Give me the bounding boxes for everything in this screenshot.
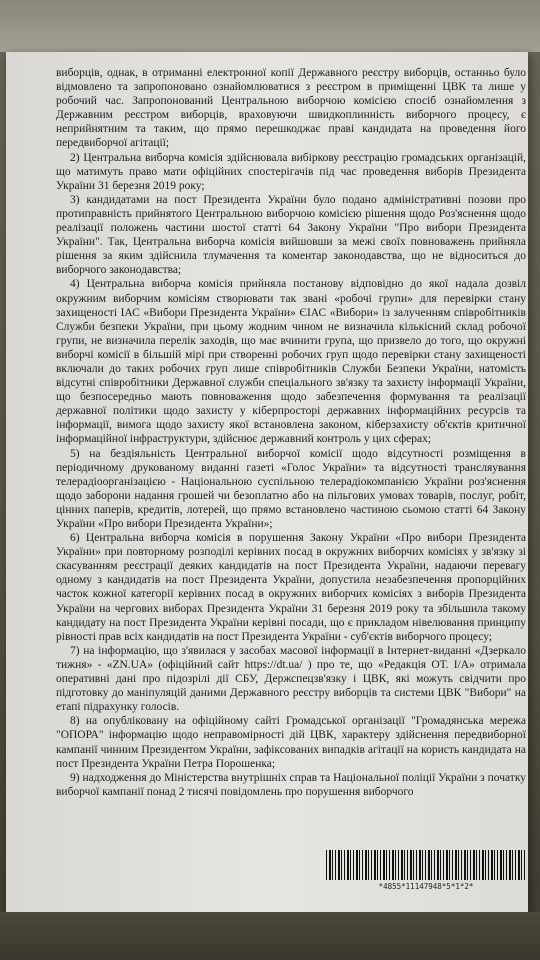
paragraph-2: 2) Центральна виборча комісія здійснювала вибіркову реєстрацію громадських організацій, що матимуть право мати офіційних спостерігачів під час проведення виборів Президента України 31 березня 2019 року; — [56, 151, 526, 192]
barcode-number: *4855*11147948*5*1*2* — [378, 882, 474, 891]
document-body — [56, 66, 526, 799]
paragraph-7: 7) на інформацію, що з'явилася у засобах масової інформації в Інтернет-виданні «Дзеркало тижня» - «ZN.UA» (офіційний сайт https://dt.ua/ ) про те, що «Редакція ОТ. І/А» отримала оперативні дані про підозрілі дії СБУ, Держспецзв'язку і ЦВК, які можуть свідчити про підготовку до маніпуляцій даними Державного реєстру виборців та системи ЦВК "Вибори" на етапі підрахунку голосів. — [56, 644, 526, 714]
barcode — [326, 850, 526, 896]
bottom-desk-edge — [0, 912, 540, 960]
paragraph-6: 6) Центральна виборча комісія в порушення Закону України «Про вибори Президента України» при повторному розподілі керівних посад в окружних виборчих комісіях у зв'язку зі скасуванням реєстрації деяких кандидатів на пост Президента України, надаючи перевагу одному з кандидатів на пост Президента України, допустила незабезпечення пропорційних часток кожної категорії керівних посад в окружних виборчих комісіях з виборів Президента України на чергових виборах Президента України 31 березня 2019 року та збільшила такому кандидату на пост Президента України керівні посади, що є прикладом нівелювання принципу рівності прав всіх кандидатів на пост Президента України - суб'єктів виборчого процесу; — [56, 532, 526, 643]
paragraph-9: 9) надходження до Міністерства внутрішніх справ та Національної поліції України з початку виборчої кампанії понад 2 тисячі повідомлень про порушення виборчого — [56, 771, 526, 798]
barcode-bars — [326, 850, 526, 880]
paragraph-5: 5) на бездіяльність Центральної виборчої комісії щодо відсутності розміщення в періодичному друкованому виданні газеті «Голос України» та відсутності трансляування телерадіоорганізацією - Національною суспільною телерадіокомпанією України роз'яснення щодо заборони надання грошей чи безоплатно або на пільгових умовах товарів, послуг, робіт, цінних паперів, кредитів, лотерей, що прямо встановлено частиною сьомою статті 64 Закону України «Про вибори Президента України»; — [56, 447, 526, 530]
top-fold-shadow — [0, 0, 540, 52]
paragraph-4: 4) Центральна виборча комісія прийняла постанову відповідно до якої надала дозвіл окружним виборчим комісіям створювати так звані «робочі групи» для перевірки стану захищеності ІАС «Вибори Президента України» ЄІАС «Вибори» із залученням співробітників Служби безпеки України, при цьому жодним чином не визначила кількісний склад робочої групи, не визначила перелік заходів, що має вчинити група, що призвело до того, що окружні виборчі комісії в більшій мірі при створенні робочих груп щодо перевірки стану захищеності включали до таких робочих груп лише співробітників Служби Безпеки України, натомість відсутні співробітники Державної служби спеціального зв'язку та захисту інформації України, що безпосередньо мають повноваження щодо забезпечення формування та реалізації державної політики щодо захисту у кіберпросторі державних інформаційних ресурсів та інформації, вимога щодо захисту якої встановлена законом, кіберзахисту об'єктів критичної інформаційної інфраструктури, здійснює державний контроль у цих сферах; — [56, 278, 526, 446]
paragraph-8: 8) на опубліковану на офіційному сайті Громадської організації "Громадянська мережа "ОПОРА" інформацію щодо неправомірності дій ЦВК, характеру здійснення передвиборної кампанії чинним Президентом України, зафіксованих випадків агітації на користь кандидата на пост Президента України Петра Порошенка; — [56, 715, 526, 770]
paragraph-intro: виборців, однак, в отриманні електронної копії Державного реєстру виборців, останньо було відмовлено та запропоновано ознайомлюватися з реєстром в приміщенні ЦВК та лише у робочий час. Запропонований Центральною виборчою комісією спосіб ознайомлення з Державним реєстром виборців, враховуючи швидкоплинність виборчого процесу, є неприйнятним та таким, що прямо перешкоджає праві кандидата на проведення його передвиборчої агітації; — [56, 67, 526, 150]
paragraph-3: 3) кандидатами на пост Президента України було подано адміністративні позови про протиправність прийнятого Центральною виборчою комісією рішення щодо Роз'яснення щодо реалізації положень частини шостої статті 64 Закону України "Про вибори Президента України". Так, Центральна виборча комісія вийшовши за межі своїх повноважень прийняла рішення за яким здійснила тлумачення та коментар законодавства, що не відноситься до виборчого законодавства; — [56, 193, 526, 277]
document-page — [6, 52, 528, 912]
